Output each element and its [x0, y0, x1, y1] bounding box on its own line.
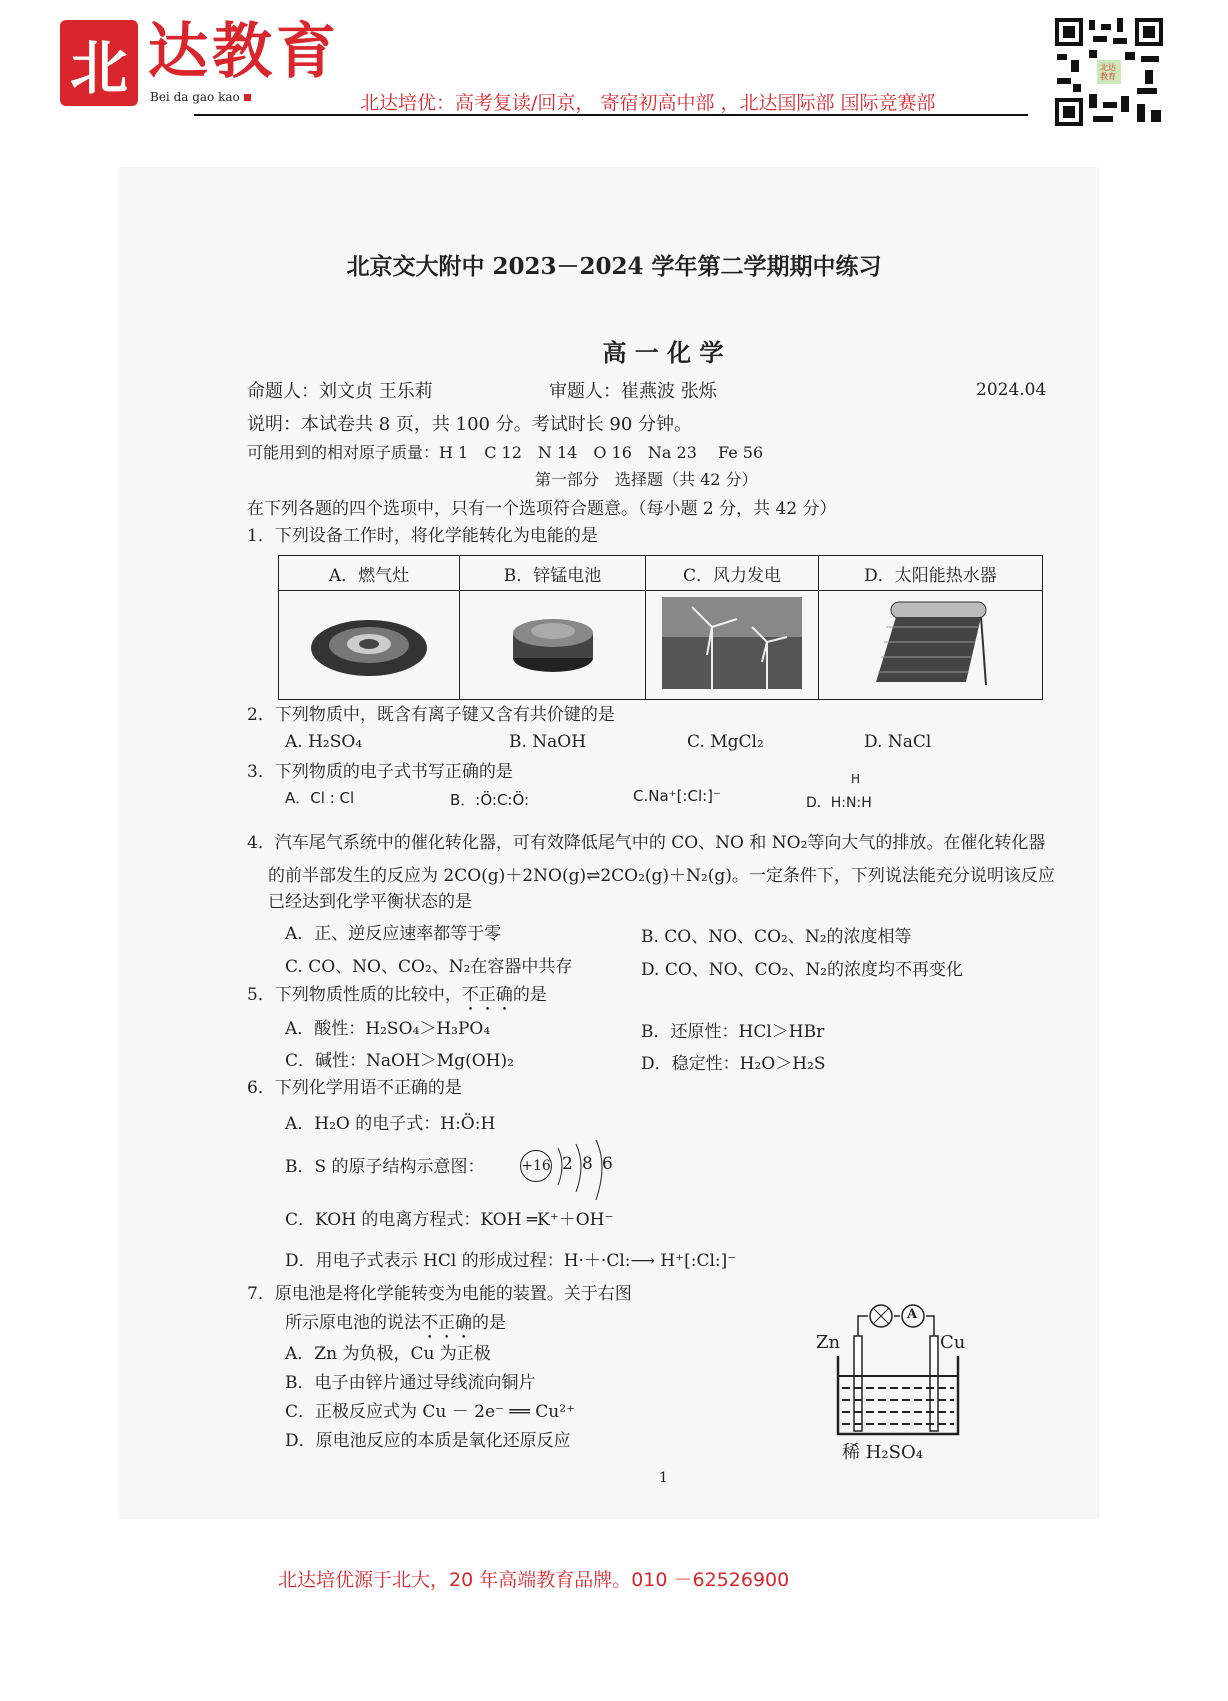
q6-option-b: B．S 的原子结构示意图：	[285, 1157, 485, 1177]
q1-option-d: D．太阳能热水器	[819, 556, 1043, 591]
q7-option-a: A．Zn 为负极，Cu 为正极	[285, 1344, 491, 1364]
q4-option-a: A．正、逆反应速率都等于零	[285, 924, 502, 944]
ammeter-label: A	[907, 1307, 918, 1322]
q3-option-d-top: H	[851, 772, 861, 786]
q3-option-d: D．H:N:H	[806, 795, 872, 811]
subject-title: 高 一 化 学	[602, 338, 724, 367]
q2-stem: 2．下列物质中，既含有离子键又含有共价键的是	[247, 705, 615, 725]
authors: 命题人：刘文贞 王乐莉	[247, 381, 433, 402]
q5-option-d: D．稳定性：H₂O＞H₂S	[641, 1054, 826, 1074]
q5-option-c: C．碱性：NaOH＞Mg(OH)₂	[285, 1051, 514, 1071]
nucleus-label: +16	[520, 1150, 552, 1182]
q1-option-c: C．风力发电	[646, 556, 819, 591]
qr-center-label: 北达教育	[1100, 63, 1116, 81]
q2-option-a: A. H₂SO₄	[285, 732, 363, 752]
cu-electrode-label: Cu	[940, 1332, 966, 1353]
logo-text: 达教育	[148, 17, 340, 87]
shell-2: 8	[582, 1154, 593, 1174]
zn-electrode-label: Zn	[816, 1332, 841, 1353]
q1-stem: 1．下列设备工作时，将化学能转化为电能的是	[247, 526, 598, 546]
q4-stem-line2: 的前半部发生的反应为 2CO(g)＋2NO(g)⇌2CO₂(g)＋N₂(g)。一定条件下，下列说法能充分说明该反应	[268, 866, 1055, 886]
q6-option-c: C．KOH 的电离方程式：KOH ═K⁺＋OH⁻	[285, 1210, 614, 1230]
instructions: 在下列各题的四个选项中，只有一个选项符合题意。（每小题 2 分，共 42 分）	[247, 499, 837, 519]
q4-option-b: B. CO、NO、CO₂、N₂的浓度相等	[641, 927, 912, 947]
electrolyte-label: 稀 H₂SO₄	[842, 1442, 923, 1463]
q5-stem: 5．下列物质性质的比较中，不正确的是	[247, 985, 547, 1005]
q1-options-table	[278, 555, 1043, 700]
exam-title: 北京交大附中 2023－2024 学年第二学期期中练习	[346, 253, 882, 280]
part1-heading: 第一部分 选择题（共 42 分）	[535, 470, 758, 489]
q4-stem-line3: 已经达到化学平衡状态的是	[268, 892, 472, 912]
slogan: 北达培优：高考复读/回京， 寄宿初高中部 ，北达国际部 国际竞赛部	[360, 92, 936, 114]
q2-option-d: D. NaCl	[864, 732, 932, 752]
q1-option-b: B．锌锰电池	[460, 556, 646, 591]
exam-note: 说明：本试卷共 8 页，共 100 分。考试时长 90 分钟。	[247, 414, 693, 435]
q7-stem-line1: 7．原电池是将化学能转变为电能的装置。关于右图	[247, 1284, 632, 1304]
q6-stem: 6．下列化学用语不正确的是	[247, 1078, 462, 1098]
atomic-masses: 可能用到的相对原子质量：H 1 C 12 N 14 O 16 Na 23 Fe 56	[247, 443, 764, 462]
q3-option-c: C.Na⁺[:Cl:]⁻	[633, 787, 721, 805]
q7-stem-line2: 所示原电池的说法不正确的是	[285, 1313, 506, 1333]
sulfur-atom-diagram	[520, 1140, 620, 1200]
solar-water-heater-image	[819, 591, 1043, 700]
q3-option-a: A．Cl : Cl	[285, 789, 355, 807]
q6-option-d: D．用电子式表示 HCl 的形成过程：H·＋·Cl:⟶ H⁺[:Cl:]⁻	[285, 1251, 737, 1271]
q7-option-b: B．电子由锌片通过导线流向铜片	[285, 1373, 536, 1393]
shell-1: 2	[562, 1154, 573, 1174]
exam-date: 2024.04	[976, 380, 1047, 400]
q4-option-c: C. CO、NO、CO₂、N₂在容器中共存	[285, 957, 573, 977]
q3-option-b: B．:Ö:C:Ö:	[450, 791, 530, 809]
logo-mark: 北	[60, 20, 138, 106]
q7-option-c: C．正极反应式为 Cu － 2e⁻ ══ Cu²⁺	[285, 1402, 576, 1422]
q5-option-a: A．酸性：H₂SO₄＞H₃PO₄	[285, 1019, 491, 1039]
qr-code	[1053, 16, 1165, 128]
header-divider	[194, 114, 1028, 116]
wind-turbine-image	[646, 591, 819, 700]
battery-image	[460, 591, 646, 700]
logo-pinyin: Bei da gao kao	[150, 90, 251, 104]
reviewers: 审题人：崔燕波 张烁	[549, 381, 717, 402]
q7-option-d: D．原电池反应的本质是氧化还原反应	[285, 1431, 571, 1451]
shell-3: 6	[602, 1154, 613, 1174]
q2-option-c: C. MgCl₂	[687, 732, 764, 752]
q6-option-a: A．H₂O 的电子式：H:Ö:H	[285, 1114, 496, 1134]
q5-option-b: B．还原性：HCl＞HBr	[641, 1022, 825, 1042]
galvanic-cell-diagram	[810, 1296, 966, 1466]
gas-stove-image	[279, 591, 460, 700]
q4-option-d: D. CO、NO、CO₂、N₂的浓度均不再变化	[641, 960, 964, 980]
q1-option-a: A．燃气灶	[279, 556, 460, 591]
page-number: 1	[659, 1470, 668, 1486]
q3-stem: 3．下列物质的电子式书写正确的是	[247, 762, 513, 782]
q2-option-b: B. NaOH	[509, 732, 587, 752]
q4-stem-line1: 4．汽车尾气系统中的催化转化器，可有效降低尾气中的 CO、NO 和 NO₂等向大气的排放。在催化转化器	[247, 833, 1046, 853]
footer-contact: 北达培优源于北大，20 年高端教育品牌。010 －62526900	[278, 1569, 790, 1591]
